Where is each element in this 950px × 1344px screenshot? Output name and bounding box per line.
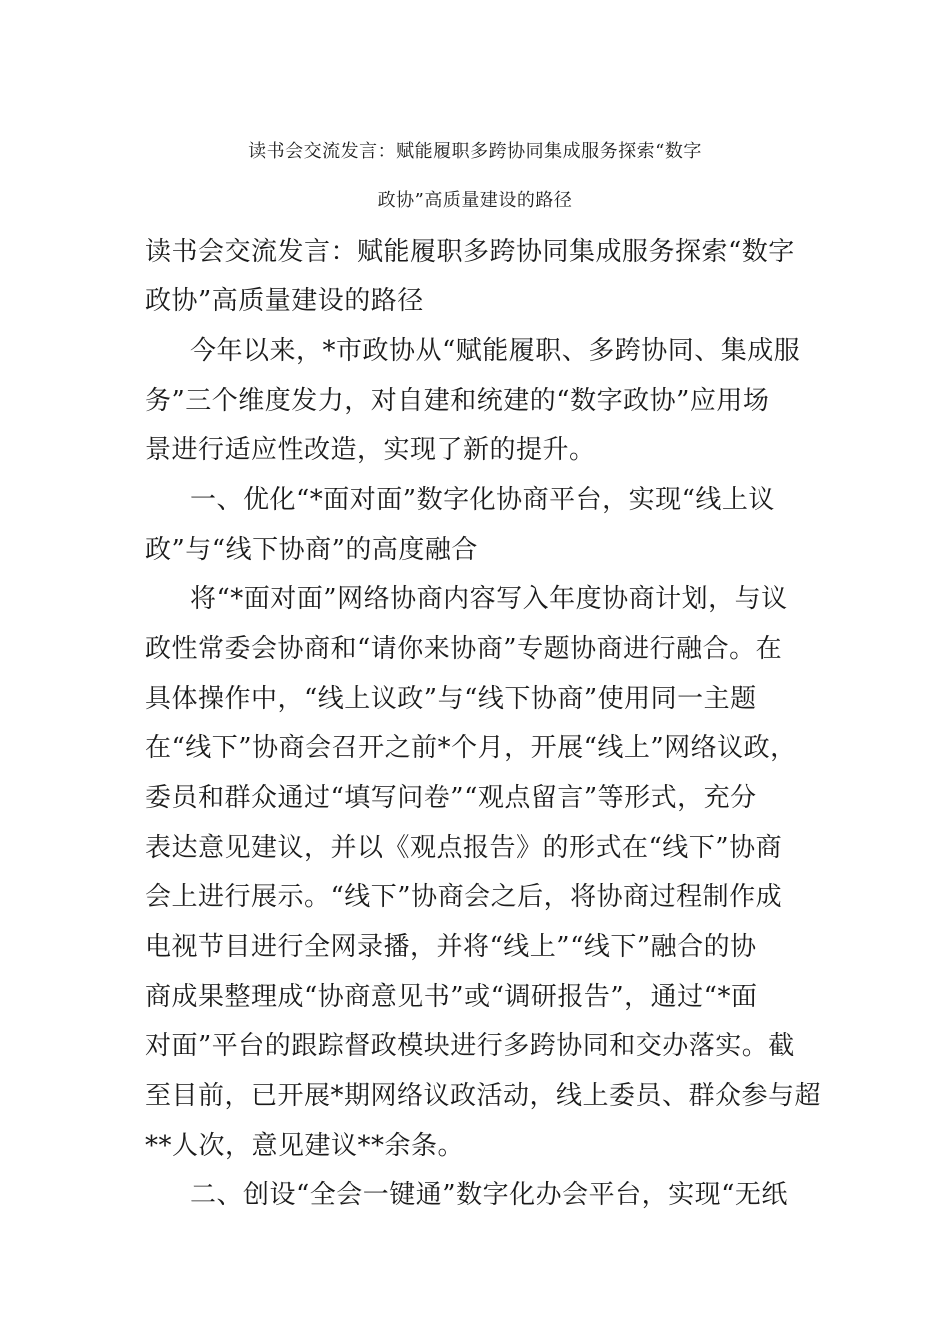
body-line: 对面”平台的跟踪督政模块进行多跨协同和交办落实。截 <box>145 1031 795 1061</box>
body-line: 电视节目进行全网录播，并将“线上”“线下”融合的协 <box>145 932 757 962</box>
body-line: 表达意见建议，并以《观点报告》的形式在“线下”协商 <box>145 833 783 863</box>
body-line: 具体操作中，“线上议政”与“线下协商”使用同一主题 <box>145 684 757 714</box>
paragraph-line: 将“*面对面”网络协商内容写入年度协商计划，与议 <box>190 584 788 614</box>
section-heading-2-line: 二、创设“全会一键通”数字化办会平台，实现“无纸 <box>190 1180 788 1210</box>
body-line: 读书会交流发言：赋能履职多跨协同集成服务探索“数字 <box>145 237 795 267</box>
document-title-line-2: 政协”高质量建设的路径 <box>377 190 573 211</box>
body-line: 在“线下”协商会召开之前*个月，开展“线上”网络议政， <box>145 733 797 763</box>
body-line: 至目前，已开展*期网络议政活动，线上委员、群众参与超 <box>145 1081 822 1111</box>
section-heading-1-line: 一、优化“*面对面”数字化协商平台，实现“线上议 <box>190 485 775 515</box>
body-line: 务”三个维度发力，对自建和统建的“数字政协”应用场 <box>145 386 770 416</box>
body-line: 景进行适应性改造，实现了新的提升。 <box>145 435 596 465</box>
body-line: 政性常委会协商和“请你来协商”专题协商进行融合。在 <box>145 634 783 664</box>
body-line: 政协”高质量建设的路径 <box>145 286 424 316</box>
body-line: 会上进行展示。“线下”协商会之后，将协商过程制作成 <box>145 882 783 912</box>
body-line: **人次，意见建议**余条。 <box>145 1131 465 1161</box>
paragraph-intro-line: 今年以来，*市政协从“赋能履职、多跨协同、集成服 <box>190 336 801 366</box>
body-line: 商成果整理成“协商意见书”或“调研报告”，通过“*面 <box>145 982 758 1012</box>
document-title-line-1: 读书会交流发言：赋能履职多跨协同集成服务探索“数字 <box>248 141 702 162</box>
body-line: 委员和群众通过“填写问卷”“观点留言”等形式，充分 <box>145 783 757 813</box>
section-heading-1-line: 政”与“线下协商”的高度融合 <box>145 535 478 565</box>
